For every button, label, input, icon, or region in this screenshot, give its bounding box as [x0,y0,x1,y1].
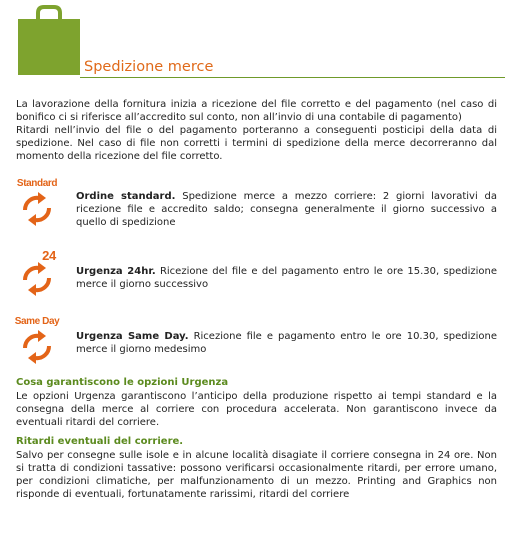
option-standard-text: Spedizione merce a mezzo corriere: 2 giorni lavorativi da ricezione file e accredito saldo; consegna generalmente il giorno successivo a quello di spedizione [76,191,497,228]
courier-delays-heading: Ritardi eventuali del corriere. [16,436,184,447]
page-title: Spedizione merce [84,59,214,75]
intro-paragraph-1: La lavorazione della fornitura inizia a ricezione del file corretto e del pagamento (nel caso di bonifico ci si riferisce all’accredito sul conto, non all’invio di una contabile di pagamento) [16,99,497,123]
title-divider [80,77,505,78]
intro-text [16,98,497,163]
shopping-bag-icon [18,5,80,75]
option-24hr [76,265,497,291]
standard-badge-label: Standard [16,178,58,189]
same-day-badge [9,316,65,368]
standard-badge [9,178,65,230]
option-standard-title: Ordine standard. [76,191,176,202]
same-day-badge-label: Same Day [14,316,60,327]
option-same-day-text: Ricezione file e pagamento entro le ore 10.30, spedizione merce il giorno medesimo [76,331,497,355]
urgency-guarantee-heading: Cosa garantiscono le opzioni Urgenza [16,377,229,388]
urgency-24-badge-label: 24 [42,248,56,263]
courier-delays-text: Salvo per consegne sulle isole e in alcune località disagiate il corriere consegna in 24 ore. Non si tratta di condizioni tassative: possono verificarsi occasionalmente ritardi, per errore umano, per condizioni climatiche, per malfunzionamento di un mezzo. Printing and Graphics non risponde di eventuali, fortunatamente rarissimi, ritardi del corriere [16,450,497,500]
option-24hr-text: Ricezione del file e del pagamento entro le ore 15.30, spedizione merce il giorno successivo [76,266,497,290]
option-same-day-title: Urgenza Same Day. [76,331,189,342]
urgency-guarantee-text: Le opzioni Urgenza garantiscono l’anticipo della produzione rispetto ai tempi standard e la consegna della merce al corriere con procedura accelerata. Non garantiscono invece da eventuali ritardi del corriere. [16,391,497,428]
option-standard [76,190,497,229]
option-24hr-title: Urgenza 24hr. [76,266,156,277]
urgency-24-badge [9,250,65,302]
option-same-day [76,330,497,356]
intro-paragraph-2: Ritardi nell’invio del file o del pagamento porteranno a conseguenti posticipi della data di spedizione. Nel caso di file non corretti i termini di spedizione della merce decorreranno dal momento della ricezione del file corretto. [16,125,497,162]
